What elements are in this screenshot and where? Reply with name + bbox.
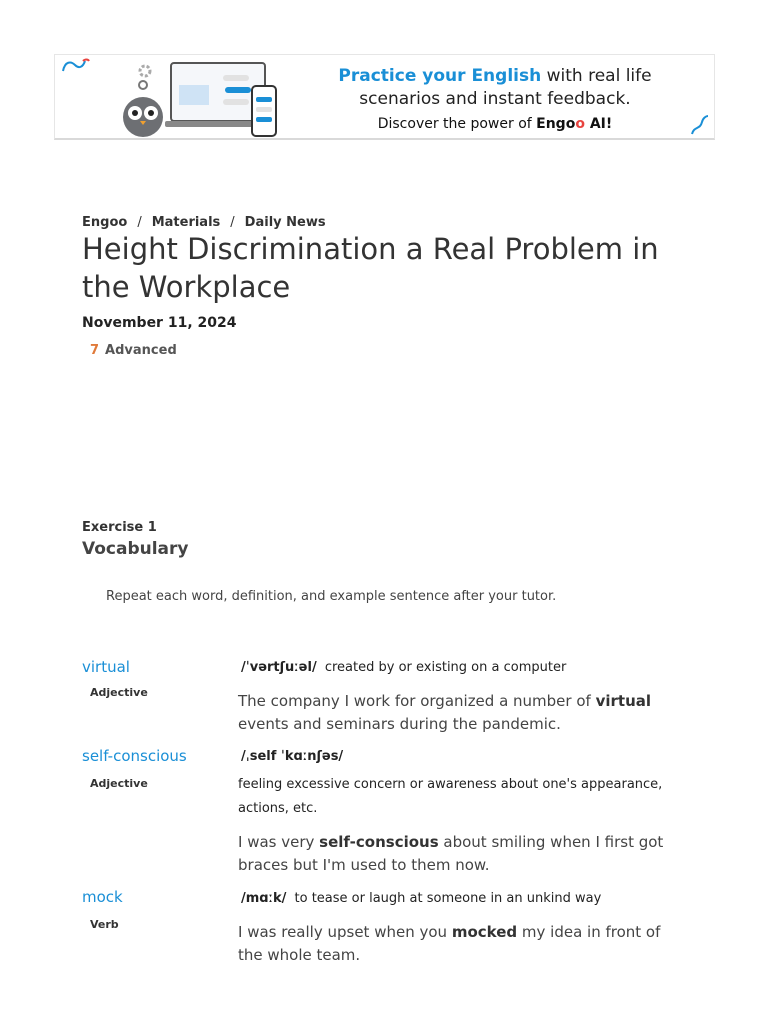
vocab-word: virtual bbox=[82, 658, 130, 676]
banner-line-1: Practice your English with real life bbox=[338, 66, 652, 86]
article-date: November 11, 2024 bbox=[82, 315, 237, 331]
pronunciation: /mɑːk/ bbox=[241, 891, 287, 906]
vocab-word: self-conscious bbox=[82, 747, 187, 765]
vocab-word: mock bbox=[82, 888, 123, 906]
level-label: Advanced bbox=[105, 343, 177, 358]
article-title: Height Discrimination a Real Problem in the Workplace bbox=[82, 232, 659, 304]
definition: created by or existing on a computer bbox=[324, 660, 567, 675]
breadcrumb-daily-news[interactable]: Daily News bbox=[244, 215, 326, 230]
breadcrumb-separator: / bbox=[137, 215, 142, 230]
level-badge bbox=[90, 343, 177, 358]
example-sentence: I was really upset when you mocked my idea in front of the whole team. bbox=[238, 923, 661, 964]
breadcrumb-materials[interactable]: Materials bbox=[151, 215, 221, 230]
breadcrumb-separator: / bbox=[230, 215, 235, 230]
vocab-definition-line bbox=[241, 891, 601, 906]
exercise-label: Exercise 1 bbox=[82, 520, 157, 535]
level-number: 7 bbox=[90, 343, 100, 358]
part-of-speech: Adjective bbox=[90, 777, 148, 790]
squiggle-top-left-icon bbox=[61, 57, 91, 73]
exercise-title: Vocabulary bbox=[82, 539, 189, 559]
example-sentence: I was very self-conscious about smiling when I first got braces but I'm used to them now. bbox=[238, 833, 664, 874]
pronunciation: /ˌself ˈkɑːnʃəs/ bbox=[241, 749, 344, 764]
promo-banner[interactable] bbox=[54, 54, 715, 140]
vocab-definition-line bbox=[241, 660, 566, 675]
phone-illustration-icon bbox=[251, 85, 277, 137]
definition: feeling excessive concern or awareness about one's appearance, actions, etc. bbox=[238, 777, 663, 816]
owl-mascot-icon bbox=[119, 79, 167, 139]
exercise-instruction: Repeat each word, definition, and example sentence after your tutor. bbox=[106, 589, 557, 604]
banner-line-2: scenarios and instant feedback. bbox=[359, 89, 631, 109]
example-sentence: The company I work for organized a number of virtual events and seminars during the pandemic. bbox=[238, 692, 652, 733]
breadcrumb-engoo[interactable]: Engoo bbox=[82, 215, 128, 230]
breadcrumb bbox=[82, 215, 326, 230]
definition: to tease or laugh at someone in an unkind way bbox=[294, 891, 602, 906]
gear-icon bbox=[137, 63, 153, 79]
pronunciation: /ˈvərtʃuːəl/ bbox=[241, 660, 317, 675]
part-of-speech: Verb bbox=[90, 918, 119, 931]
banner-line-3: Discover the power of Engoo AI! bbox=[377, 116, 613, 132]
part-of-speech: Adjective bbox=[90, 686, 148, 699]
